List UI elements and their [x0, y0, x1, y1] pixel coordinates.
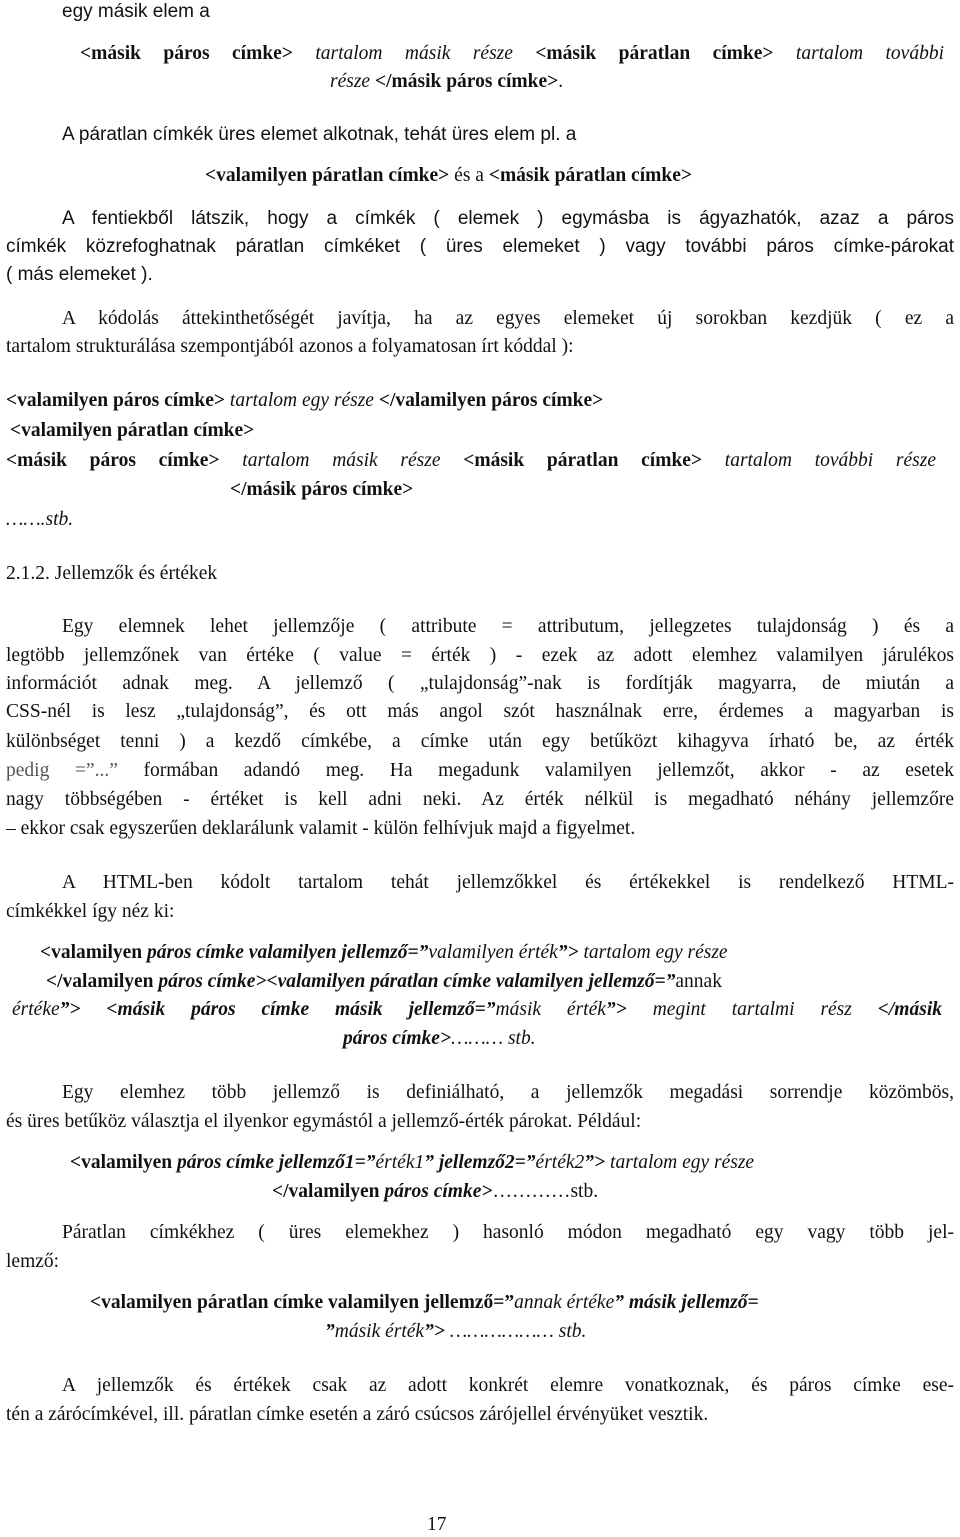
- unpaired-attr-line-1: Páratlan címkékhez ( üres elemekhez ) hasonló módon megadható egy vagy több jel-: [62, 1222, 954, 1243]
- page-number: 17: [427, 1514, 447, 1535]
- unpaired-sentence: A páratlan címkék üres elemet alkotnak, tehát üres elem pl. a: [62, 124, 577, 145]
- attr-line-7: nagy többségében - értéket is kell adni neki. Az érték nélkül is megadható néhány jellemzőre: [6, 789, 954, 810]
- attr-line-5: különbséget tenni ) a kezdő címkébe, a címke után egy betűközt kihagyva írható be, az érték: [6, 731, 954, 752]
- attr-line-6: pedig =”...” formában adandó meg. Ha megadunk valamilyen jellemzőt, akkor - az esetek: [6, 760, 954, 781]
- attr-line-8: – ekkor csak egyszerűen deklarálunk valamit - külön felhívjuk majd a figyelmet.: [6, 818, 636, 839]
- code-line-5: …….stb.: [6, 509, 74, 530]
- multi-line-2: és üres betűköz választja el ilyenkor egymástól a jellemző-érték párokat. Például:: [6, 1111, 642, 1132]
- code-line-4: </másik páros címke>: [230, 479, 414, 500]
- multi-line-1: Egy elemhez több jellemző is definiálható, a jellemzők megadási sorrendje közömbös,: [62, 1082, 954, 1103]
- intro-example-line: <másik páros címke> tartalom másik része <másik páratlan címke> tartalom további: [80, 43, 944, 64]
- unpaired-attr-line-2: lemző:: [6, 1251, 60, 1272]
- nesting-line-2: címkék közrefoghatnak páratlan címkéket ( üres elemeket ) vagy további páros címke-párokat: [6, 236, 954, 257]
- example1-line-1: <valamilyen páros címke valamilyen jellemző=”valamilyen érték”> tartalom egy része: [40, 942, 728, 963]
- nesting-line-3: ( más elemeket ).: [6, 264, 153, 285]
- attr-line-1: Egy elemnek lehet jellemzője ( attribute = attributum, jellegzetes tulajdonság ) és a: [62, 616, 954, 637]
- nesting-line-1: A fentiekből látszik, hogy a címkék ( elemek ) egymásba is ágyazhatók, azaz a páros: [62, 208, 954, 229]
- intro-example-line-2: része </másik páros címke>.: [330, 71, 564, 92]
- example2-line-1: <valamilyen páros címke jellemző1=”érték1” jellemző2=”érték2”> tartalom egy része: [70, 1152, 755, 1173]
- attr-line-2: legtöbb jellemzőnek van értéke ( value = érték ) - ezek az adott elemhez valamilyen járulékos: [6, 645, 954, 666]
- html-line-2: címkékkel így néz ki:: [6, 901, 175, 922]
- example2-line-2: </valamilyen páros címke>…………stb.: [272, 1181, 599, 1202]
- attr-line-3: információt adnak meg. A jellemző ( „tulajdonság”-nak is fordítják magyarra, de miután a: [6, 673, 954, 694]
- example1-line-3: értéke”> <másik páros címke másik jellemző=”másik érték”> megint tartalmi rész </másik: [12, 999, 942, 1020]
- final-line-1: A jellemzők és értékek csak az adott konkrét elemre vonatkoznak, és páros címke ese-: [62, 1375, 954, 1396]
- example3-line-1: <valamilyen páratlan címke valamilyen jellemző=”annak értéke” másik jellemző=: [90, 1292, 759, 1313]
- code-line-3: <másik páros címke> tartalom másik része <másik páratlan címke> tartalom további része: [6, 450, 936, 471]
- coding-line-1: A kódolás áttekinthetőségét javítja, ha az egyes elemeket új sorokban kezdjük ( ez a: [62, 308, 954, 329]
- example3-line-2: ”másik érték”> ……………… stb.: [325, 1321, 587, 1342]
- attr-line-4: CSS-nél is lesz „tulajdonság”, és ott más angol szót használnak erre, érdemes a magyarban is: [6, 701, 954, 722]
- intro-line: egy másik elem a: [62, 1, 210, 22]
- example1-line-2: </valamilyen páros címke><valamilyen páratlan címke valamilyen jellemző=”annak: [46, 971, 722, 992]
- unpaired-example: <valamilyen páratlan címke> és a <másik páratlan címke>: [205, 165, 692, 186]
- final-line-2: tén a zárócímkével, ill. páratlan címke esetén a záró csúcsos zárójellel érvényüket vesztik.: [6, 1404, 709, 1425]
- code-line-1: <valamilyen páros címke> tartalom egy része </valamilyen páros címke>: [6, 390, 604, 411]
- example1-line-4: páros címke>……… stb.: [343, 1028, 536, 1049]
- code-line-2: <valamilyen páratlan címke>: [10, 420, 255, 441]
- html-line-1: A HTML-ben kódolt tartalom tehát jellemzőkkel és értékekkel is rendelkező HTML-: [62, 872, 954, 893]
- section-title: 2.1.2. Jellemzők és értékek: [6, 563, 218, 584]
- coding-line-2: tartalom strukturálása szempontjából azonos a folyamatosan írt kóddal ):: [6, 336, 574, 357]
